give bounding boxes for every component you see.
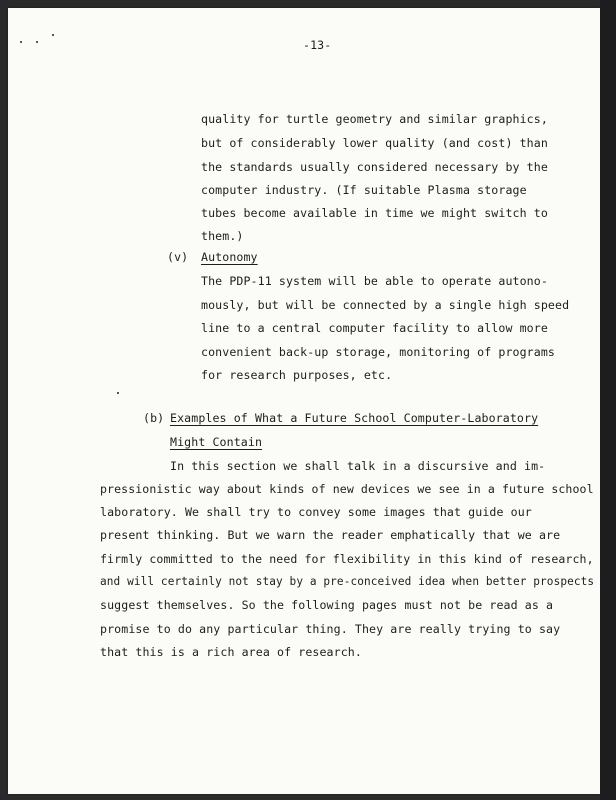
text-line: that this is a rich area of research. <box>100 645 362 659</box>
text-line: present thinking. But we warn the reader emphatically that we are <box>100 528 561 542</box>
text-line: tubes become available in time we might switch to <box>201 206 548 220</box>
text-line: quality for turtle geometry and similar graphics, <box>201 112 548 126</box>
text-line: suggest themselves. So the following pages must not be read as a <box>100 598 554 612</box>
text-line: pressionistic way about kinds of new devices we see in a future school <box>100 482 594 496</box>
text-line: In this section we shall talk in a discursive and im- <box>170 459 546 473</box>
text-line: line to a central computer facility to allow more <box>201 321 548 335</box>
text-line: mously, but will be connected by a single high speed <box>201 298 570 312</box>
text-line: for research purposes, etc. <box>201 368 393 382</box>
section-heading-examples: Examples of What a Future School Computer-Laboratory <box>170 411 539 425</box>
document-page <box>8 8 600 794</box>
text-line: and will certainly not stay by a pre-conceived idea when better prospects <box>100 575 595 588</box>
text-line: computer industry. (If suitable Plasma storage <box>201 183 527 197</box>
text-line: firmly committed to the need for flexibility in this kind of research, <box>100 552 594 566</box>
text-line: The PDP-11 system will be able to operate autono- <box>201 274 548 288</box>
item-number: (v) <box>167 250 189 264</box>
section-heading-autonomy: Autonomy <box>201 250 258 264</box>
scan-speck <box>20 41 22 43</box>
text-line: them.) <box>201 229 244 243</box>
scan-speck <box>36 41 38 43</box>
text-line: promise to do any particular thing. They are really trying to say <box>100 622 561 636</box>
text-line: but of considerably lower quality (and cost) than <box>201 136 548 150</box>
page-number: -13- <box>303 38 332 52</box>
section-heading-examples-cont: Might Contain <box>170 435 263 449</box>
scan-speck <box>52 34 54 36</box>
text-line: laboratory. We shall try to convey some images that guide our <box>100 505 532 519</box>
text-line: convenient back-up storage, monitoring of programs <box>201 345 556 359</box>
text-line: the standards usually considered necessary by the <box>201 160 548 174</box>
scan-speck <box>117 392 119 394</box>
scan-border <box>600 0 616 800</box>
section-label: (b) <box>143 411 165 425</box>
